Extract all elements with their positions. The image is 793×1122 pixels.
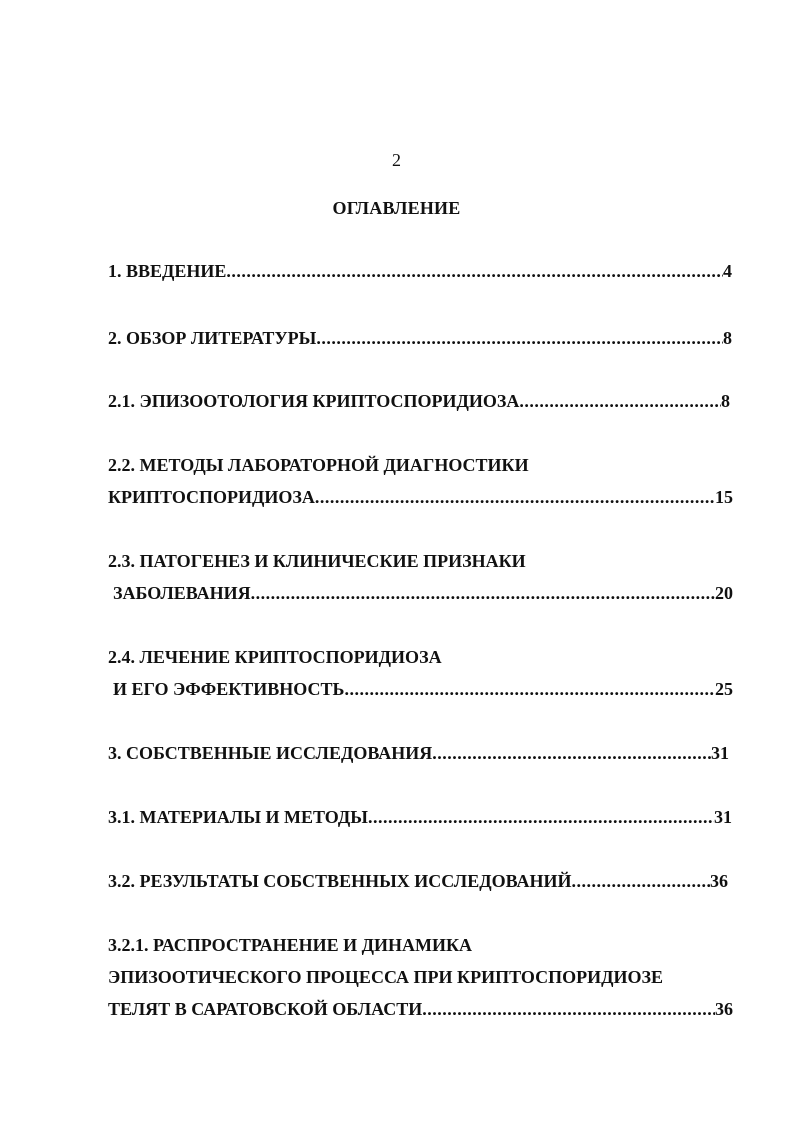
- dot-leader: [316, 322, 723, 354]
- toc-entry-page: 31: [714, 807, 732, 827]
- toc-entry-title: 3.1. МАТЕРИАЛЫ И МЕТОДЫ: [108, 807, 368, 827]
- toc-entry-lab-diagnostics: [108, 449, 733, 513]
- toc-entry-page: 8: [723, 328, 732, 348]
- toc-entry-title-cont: КРИПТОСПОРИДИОЗА: [108, 487, 315, 507]
- toc-entry-title: 1. ВВЕДЕНИЕ: [108, 261, 227, 281]
- toc-entry-title: 3. СОБСТВЕННЫЕ ИССЛЕДОВАНИЯ: [108, 743, 433, 763]
- toc-entry-page: 25: [715, 679, 733, 699]
- toc-entry-title: 2. ОБЗОР ЛИТЕРАТУРЫ: [108, 328, 317, 348]
- toc-entry-title: 2.1. ЭПИЗООТОЛОГИЯ КРИПТОСПОРИДИОЗА: [108, 391, 520, 411]
- toc-entry-title: 3.2. РЕЗУЛЬТАТЫ СОБСТВЕННЫХ ИССЛЕДОВАНИЙ: [108, 871, 572, 891]
- toc-entry-distribution-dynamics: [108, 929, 733, 1025]
- dot-leader: [571, 865, 710, 897]
- toc-entry-page: 8: [721, 391, 730, 411]
- toc-entry-page: 15: [715, 487, 733, 507]
- toc-entry-page: 20: [715, 583, 733, 603]
- dot-leader: [422, 993, 715, 1025]
- toc-entry-page: 36: [715, 999, 733, 1019]
- toc-entry-title-cont: ТЕЛЯТ В САРАТОВСКОЙ ОБЛАСТИ: [108, 999, 423, 1019]
- toc-entry-page: 31: [711, 743, 729, 763]
- dot-leader: [315, 481, 715, 513]
- dot-leader: [368, 801, 714, 833]
- toc-entry-introduction: [108, 255, 732, 287]
- toc-entry-literature-review: [108, 322, 732, 354]
- toc-entry-title: 2.4. ЛЕЧЕНИЕ КРИПТОСПОРИДИОЗА: [108, 647, 442, 667]
- toc-entry-title-cont: ЭПИЗООТИЧЕСКОГО ПРОЦЕССА ПРИ КРИПТОСПОРИДИОЗЕ: [108, 967, 663, 987]
- dot-leader: [251, 577, 715, 609]
- toc-entry-title: 2.3. ПАТОГЕНЕЗ И КЛИНИЧЕСКИЕ ПРИЗНАКИ: [108, 551, 526, 571]
- toc-entry-title: 3.2.1. РАСПРОСТРАНЕНИЕ И ДИНАМИКА: [108, 935, 473, 955]
- toc-entry-materials-methods: [108, 801, 732, 833]
- toc-entry-page: 4: [723, 261, 732, 281]
- toc-heading: ОГЛАВЛЕНИЕ: [332, 198, 461, 218]
- toc-entry-pathogenesis: [108, 545, 733, 609]
- toc-entry-page: 36: [710, 871, 728, 891]
- toc-entry-title-cont: ЗАБОЛЕВАНИЯ: [113, 583, 251, 603]
- dot-leader: [226, 255, 723, 287]
- dot-leader: [344, 673, 715, 705]
- toc-entry-epizootology: [108, 385, 730, 417]
- toc-entry-title-cont: И ЕГО ЭФФЕКТИВНОСТЬ: [113, 679, 345, 699]
- dot-leader: [432, 737, 711, 769]
- toc-entry-treatment: [108, 641, 733, 705]
- page-number: 2: [392, 150, 401, 170]
- toc-entry-title: 2.2. МЕТОДЫ ЛАБОРАТОРНОЙ ДИАГНОСТИКИ: [108, 455, 529, 475]
- toc-entry-results: [108, 865, 728, 897]
- dot-leader: [519, 385, 721, 417]
- toc-entry-own-research: [108, 737, 729, 769]
